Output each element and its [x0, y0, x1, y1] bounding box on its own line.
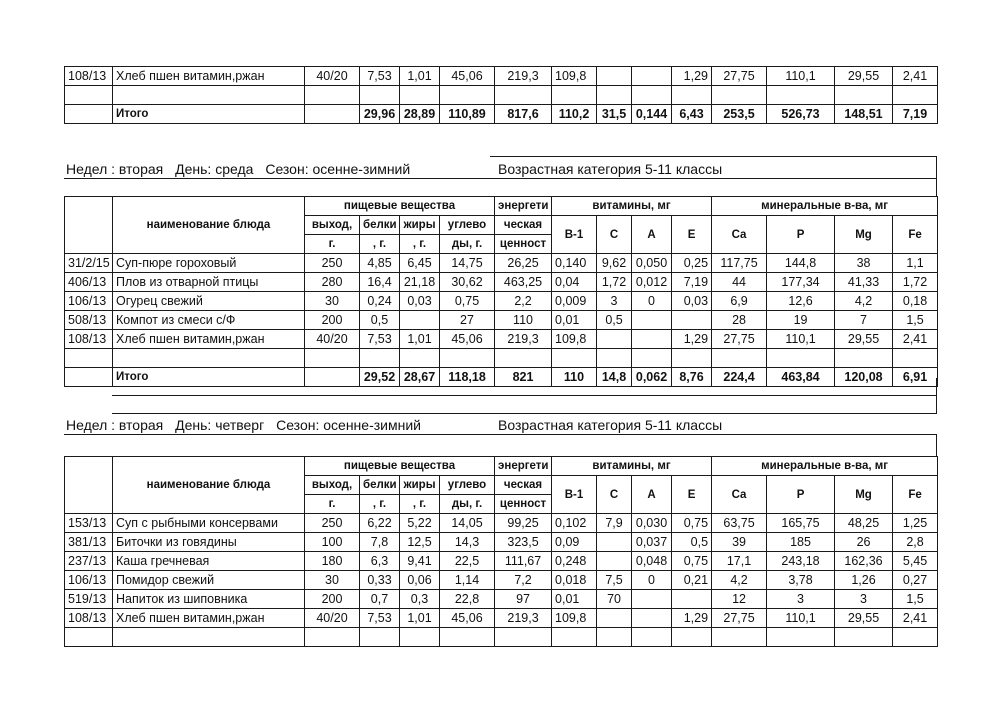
cell: 1,01: [400, 67, 440, 86]
cell: [597, 67, 632, 86]
recipe-code: 237/13: [65, 552, 113, 571]
cell: 110: [552, 368, 597, 387]
cell: 27,75: [712, 609, 767, 628]
cell: 0: [632, 571, 672, 590]
cell: 0,102: [552, 514, 597, 533]
recipe-code: 519/13: [65, 590, 113, 609]
table-row: [65, 67, 938, 86]
energy-header: энергети: [495, 197, 552, 216]
cell: 41,33: [835, 273, 893, 292]
cell: 117,75: [712, 254, 767, 273]
cell: 6,43: [672, 105, 712, 124]
cell: 14,8: [597, 368, 632, 387]
cell: 0,25: [672, 254, 712, 273]
dish-name: Хлеб пшен витамин,ржан: [113, 330, 305, 349]
minerals-header: минеральные в-ва, мг: [712, 197, 938, 216]
dish-name: Хлеб пшен витамин,ржан: [113, 609, 305, 628]
total-label: Итого: [113, 368, 305, 387]
cell: 12,5: [400, 533, 440, 552]
cell: 29,55: [835, 67, 893, 86]
cell: 28,89: [400, 105, 440, 124]
dish-name-header: наименование блюда: [113, 457, 305, 514]
cell: 0,01: [552, 311, 597, 330]
cell: 7,53: [360, 609, 400, 628]
cell: 7,5: [597, 571, 632, 590]
cell: 7,19: [672, 273, 712, 292]
recipe-code: 153/13: [65, 514, 113, 533]
cell: 200: [305, 590, 360, 609]
cell: 1,72: [597, 273, 632, 292]
cell: 2,8: [893, 533, 938, 552]
cell: 28: [712, 311, 767, 330]
header-row: выход, белки жиры углево ческая В-1 С А Е Са Р Mg Fe: [65, 476, 938, 495]
table-row: [65, 571, 938, 590]
table-row: [65, 254, 938, 273]
season-label: Сезон: осенне-зимний: [276, 417, 421, 433]
cell: 6,3: [360, 552, 400, 571]
cell: 45,06: [440, 609, 495, 628]
cell: 463,25: [495, 273, 552, 292]
cell: 108/13: [65, 67, 113, 86]
cell: 120,08: [835, 368, 893, 387]
cell: 29,55: [835, 609, 893, 628]
dish-name: Напиток из шиповника: [113, 590, 305, 609]
cell: 48,25: [835, 514, 893, 533]
dish-name: Биточки из говядины: [113, 533, 305, 552]
table-row: [65, 292, 938, 311]
menu-table-thursday: [64, 456, 938, 647]
cell: 0,33: [360, 571, 400, 590]
cell: 70: [597, 590, 632, 609]
cell: 1,26: [835, 571, 893, 590]
vitamins-header: витамины, мг: [552, 197, 712, 216]
table-row: [65, 552, 938, 571]
cell: [632, 67, 672, 86]
cell: 2,41: [893, 330, 938, 349]
cell: 144,8: [767, 254, 835, 273]
cell: 0,3: [400, 590, 440, 609]
cell: 1,01: [400, 609, 440, 628]
cell: 3: [767, 590, 835, 609]
recipe-code: 106/13: [65, 571, 113, 590]
cell: 526,73: [767, 105, 835, 124]
cell: 1,29: [672, 67, 712, 86]
cell: 165,75: [767, 514, 835, 533]
dish-name: Каша гречневая: [113, 552, 305, 571]
cell: 0: [632, 292, 672, 311]
cell: 162,36: [835, 552, 893, 571]
cell: 250: [305, 514, 360, 533]
cell: 0,18: [893, 292, 938, 311]
cell: 45,06: [440, 330, 495, 349]
cell: 7,53: [360, 67, 400, 86]
cell: [632, 330, 672, 349]
cell: 110,89: [440, 105, 495, 124]
cell: 0,03: [400, 292, 440, 311]
cell: 9,62: [597, 254, 632, 273]
age-category: Возрастная категория 5-11 классы: [498, 417, 723, 433]
cell: 110,1: [767, 67, 835, 86]
section1-rows: [65, 254, 938, 349]
cell: 31,5: [597, 105, 632, 124]
cell: 0,75: [440, 292, 495, 311]
dish-name: Суп-пюре гороховый: [113, 254, 305, 273]
cell: 0,012: [632, 273, 672, 292]
menu-table-wednesday: [64, 196, 938, 387]
cell: 0,5: [597, 311, 632, 330]
cell: 219,3: [495, 609, 552, 628]
cell: 200: [305, 311, 360, 330]
table-row: [65, 330, 938, 349]
cell: 110,2: [552, 105, 597, 124]
cell: 27,75: [712, 67, 767, 86]
dish-name: Суп с рыбными консервами: [113, 514, 305, 533]
cell: 63,75: [712, 514, 767, 533]
cell: 0,04: [552, 273, 597, 292]
table-row: [65, 273, 938, 292]
table-row: [65, 590, 938, 609]
dish-name: Помидор свежий: [113, 571, 305, 590]
cell: 7: [835, 311, 893, 330]
cell: 4,2: [835, 292, 893, 311]
total-row: [65, 368, 938, 387]
cell: 1,29: [672, 330, 712, 349]
cell: 1,14: [440, 571, 495, 590]
cell: 224,4: [712, 368, 767, 387]
cell: 463,84: [767, 368, 835, 387]
cell: 3: [597, 292, 632, 311]
header-row: выход, белки жиры углево ческая В-1 С А Е Са Р Mg Fe: [65, 216, 938, 235]
vitamins-header: витамины, мг: [552, 457, 712, 476]
cell: 0,030: [632, 514, 672, 533]
cell: [632, 311, 672, 330]
empty-row: [65, 349, 938, 368]
recipe-code: 406/13: [65, 273, 113, 292]
cell: 219,3: [495, 67, 552, 86]
section2-rows: [65, 514, 938, 628]
day-label: День: четверг: [175, 417, 265, 433]
cell: 0,24: [360, 292, 400, 311]
dish-name: Огурец свежий: [113, 292, 305, 311]
cell: 0,09: [552, 533, 597, 552]
header-row: г. , г. , г. ды, г. ценност: [65, 235, 938, 254]
cell: 110,1: [767, 609, 835, 628]
cell: 0,75: [672, 514, 712, 533]
cell: 44: [712, 273, 767, 292]
cell: Хлеб пшен витамин,ржан: [113, 67, 305, 86]
dish-name-header: наименование блюда: [113, 197, 305, 254]
cell: 14,05: [440, 514, 495, 533]
empty-row: [65, 628, 938, 647]
cell: 26: [835, 533, 893, 552]
cell: 99,25: [495, 514, 552, 533]
cell: 30: [305, 292, 360, 311]
table-row: [65, 609, 938, 628]
dish-name: Компот из смеси с/Ф: [113, 311, 305, 330]
recipe-code: 31/2/15: [65, 254, 113, 273]
cell: 109,8: [552, 330, 597, 349]
cell: 250: [305, 254, 360, 273]
cell: 8,76: [672, 368, 712, 387]
cell: 30,62: [440, 273, 495, 292]
cell: 27,75: [712, 330, 767, 349]
cell: 38: [835, 254, 893, 273]
cell: 180: [305, 552, 360, 571]
cell: 22,8: [440, 590, 495, 609]
cell: 14,3: [440, 533, 495, 552]
cell: [597, 609, 632, 628]
cell: 22,5: [440, 552, 495, 571]
cell: [597, 330, 632, 349]
energy-header: энергети: [495, 457, 552, 476]
total-row: [65, 105, 938, 124]
cell: 1,5: [893, 590, 938, 609]
cell: 29,55: [835, 330, 893, 349]
cell: 14,75: [440, 254, 495, 273]
table-row: [65, 311, 938, 330]
cell: 185: [767, 533, 835, 552]
cell: 12,6: [767, 292, 835, 311]
cell: 27: [440, 311, 495, 330]
cell: [632, 609, 672, 628]
cell: 0,009: [552, 292, 597, 311]
cell: 29,96: [360, 105, 400, 124]
cell: 6,9: [712, 292, 767, 311]
dish-name: Плов из отварной птицы: [113, 273, 305, 292]
cell: 2,41: [893, 67, 938, 86]
cell: 0,27: [893, 571, 938, 590]
cell: 21,18: [400, 273, 440, 292]
cell: 0,06: [400, 571, 440, 590]
cell: 0,144: [632, 105, 672, 124]
section-title: [66, 417, 429, 433]
cell: [632, 590, 672, 609]
nutrients-header: пищевые вещества: [305, 457, 495, 476]
cell: [672, 311, 712, 330]
cell: 4,2: [712, 571, 767, 590]
cell: 39: [712, 533, 767, 552]
day-label: День: среда: [175, 161, 254, 177]
age-category: Возрастная категория 5-11 классы: [498, 161, 723, 177]
cell: 1,5: [893, 311, 938, 330]
cell: 5,45: [893, 552, 938, 571]
header-row: [65, 197, 938, 216]
cell: 7,9: [597, 514, 632, 533]
cell: 0,7: [360, 590, 400, 609]
cell: 29,52: [360, 368, 400, 387]
cell: 30: [305, 571, 360, 590]
cell: 6,45: [400, 254, 440, 273]
cell: 0,21: [672, 571, 712, 590]
total-label: Итого: [113, 105, 305, 124]
cell: 6,91: [893, 368, 938, 387]
cell: 0,01: [552, 590, 597, 609]
cell: 1,29: [672, 609, 712, 628]
cell: 0,75: [672, 552, 712, 571]
recipe-code: 108/13: [65, 330, 113, 349]
cell: 7,2: [495, 571, 552, 590]
cell: 243,18: [767, 552, 835, 571]
cell: 12: [712, 590, 767, 609]
cell: 110: [495, 311, 552, 330]
cell: 1,1: [893, 254, 938, 273]
cell: 1,01: [400, 330, 440, 349]
cell: [400, 311, 440, 330]
cell: 1,72: [893, 273, 938, 292]
cell: 19: [767, 311, 835, 330]
cell: 0,03: [672, 292, 712, 311]
cell: 26,25: [495, 254, 552, 273]
header-row: г. , г. , г. ды, г. ценност: [65, 495, 938, 514]
cell: 40/20: [305, 67, 360, 86]
recipe-code: 381/13: [65, 533, 113, 552]
cell: 2,2: [495, 292, 552, 311]
cell: 45,06: [440, 67, 495, 86]
cell: 17,1: [712, 552, 767, 571]
cell: 817,6: [495, 105, 552, 124]
cell: 280: [305, 273, 360, 292]
cell: 0,037: [632, 533, 672, 552]
cell: 3: [835, 590, 893, 609]
cell: 0,248: [552, 552, 597, 571]
header-row: [65, 457, 938, 476]
cell: 821: [495, 368, 552, 387]
table-row: [65, 533, 938, 552]
cell: 109,8: [552, 67, 597, 86]
cell: 148,51: [835, 105, 893, 124]
table-row: [65, 514, 938, 533]
cell: 0,050: [632, 254, 672, 273]
cell: 177,34: [767, 273, 835, 292]
cell: 109,8: [552, 609, 597, 628]
week-label: Недел : вторая: [66, 161, 164, 177]
nutrients-header: пищевые вещества: [305, 197, 495, 216]
cell: 28,67: [400, 368, 440, 387]
cell: 6,22: [360, 514, 400, 533]
cell: 4,85: [360, 254, 400, 273]
recipe-code: 508/13: [65, 311, 113, 330]
cell: 0,140: [552, 254, 597, 273]
cell: [672, 590, 712, 609]
empty-row: [65, 86, 938, 105]
recipe-code: 106/13: [65, 292, 113, 311]
recipe-code: 108/13: [65, 609, 113, 628]
cell: 219,3: [495, 330, 552, 349]
cell: 9,41: [400, 552, 440, 571]
cell: 16,4: [360, 273, 400, 292]
cell: 40/20: [305, 330, 360, 349]
cell: 111,67: [495, 552, 552, 571]
cell: 323,5: [495, 533, 552, 552]
cell: 7,19: [893, 105, 938, 124]
minerals-header: минеральные в-ва, мг: [712, 457, 938, 476]
cell: 1,25: [893, 514, 938, 533]
cell: 2,41: [893, 609, 938, 628]
cell: 0,5: [360, 311, 400, 330]
top-table: [64, 66, 938, 124]
cell: 253,5: [712, 105, 767, 124]
cell: 7,53: [360, 330, 400, 349]
cell: [597, 533, 632, 552]
cell: 0,5: [672, 533, 712, 552]
cell: 100: [305, 533, 360, 552]
cell: 5,22: [400, 514, 440, 533]
cell: 0,018: [552, 571, 597, 590]
cell: 110,1: [767, 330, 835, 349]
cell: 0,062: [632, 368, 672, 387]
cell: 40/20: [305, 609, 360, 628]
week-label: Недел : вторая: [66, 417, 164, 433]
section-title: [66, 161, 418, 177]
cell: 0,048: [632, 552, 672, 571]
cell: 118,18: [440, 368, 495, 387]
cell: [597, 552, 632, 571]
cell: 97: [495, 590, 552, 609]
season-label: Сезон: осенне-зимний: [265, 161, 411, 177]
cell: 7,8: [360, 533, 400, 552]
cell: 3,78: [767, 571, 835, 590]
